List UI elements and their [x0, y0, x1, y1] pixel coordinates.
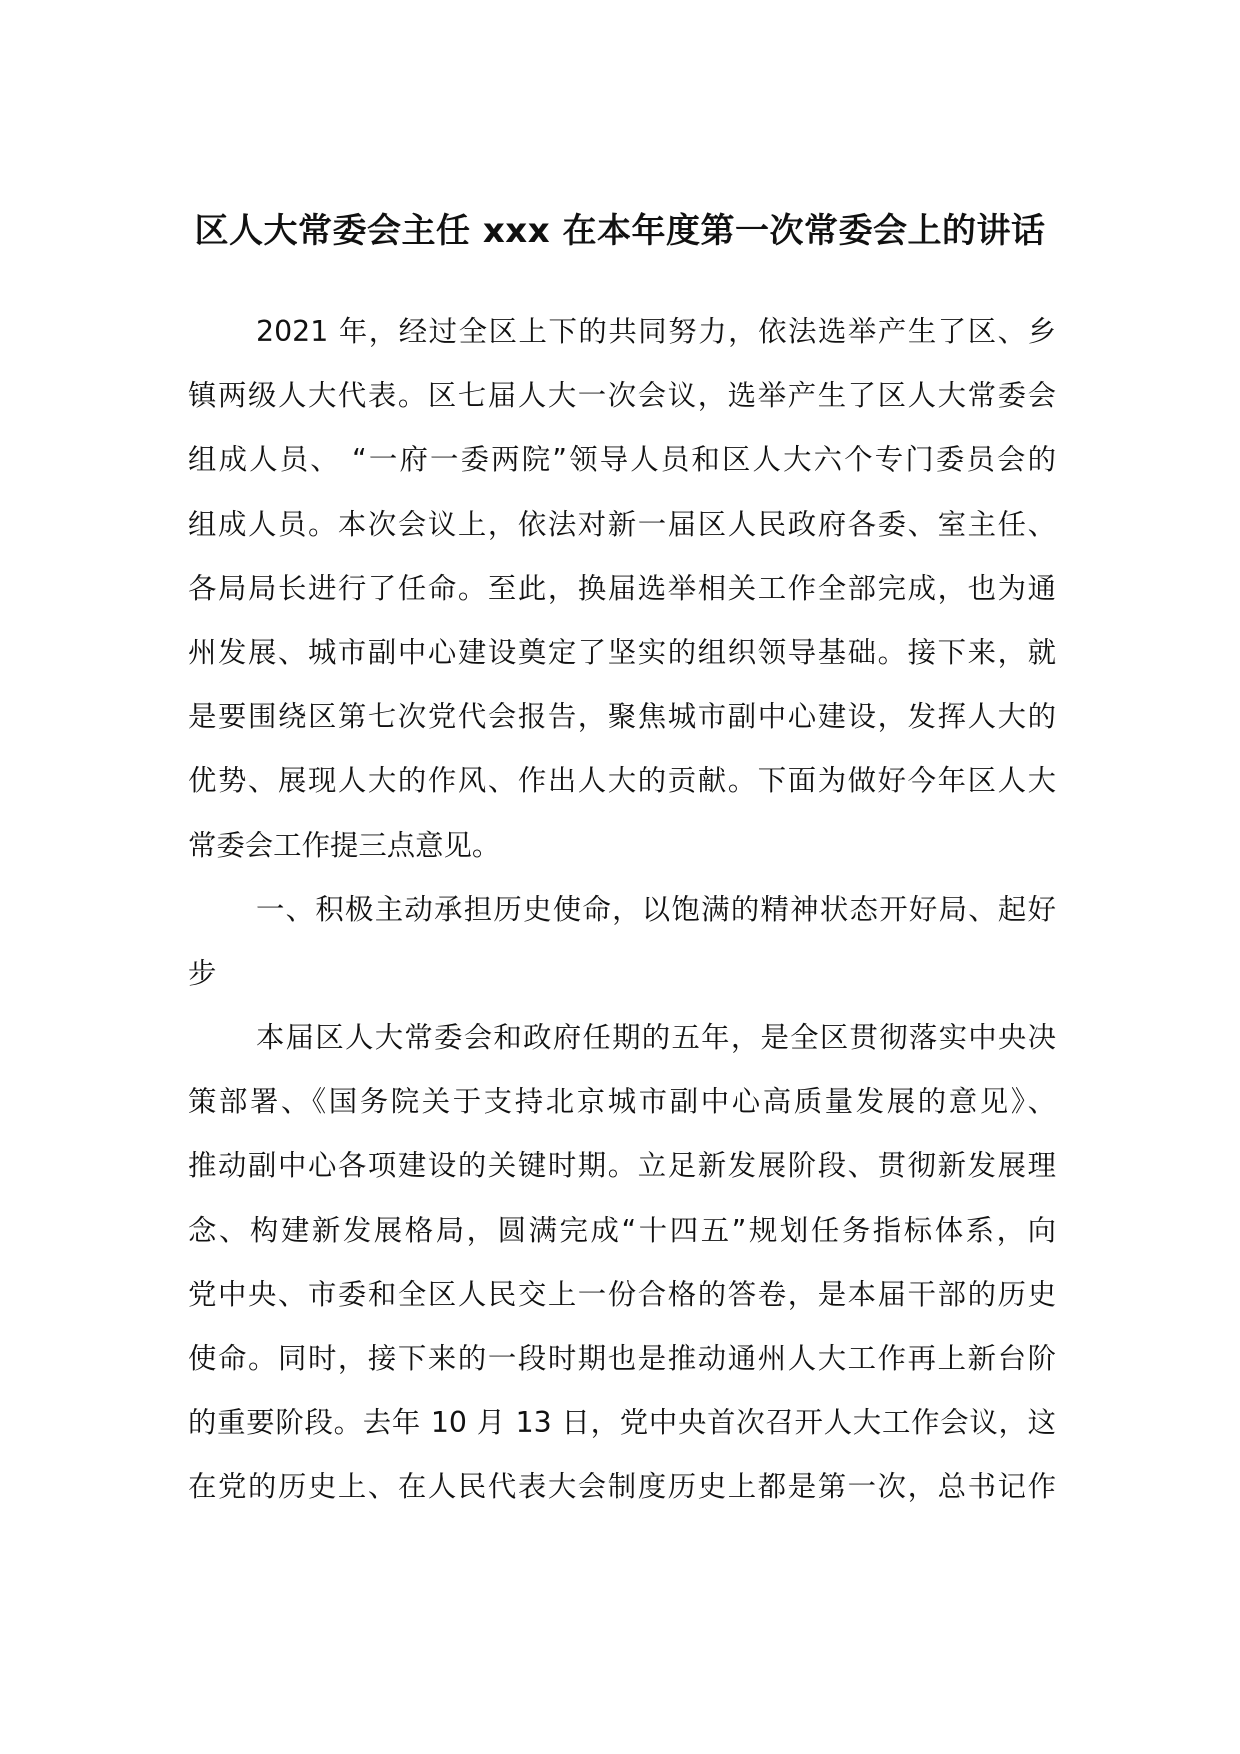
body-line: 的重要阶段。去年 10 月 13 日，党中央首次召开人大工作会议，这	[188, 1406, 1056, 1440]
body-line: 镇两级人大代表。区七届人大一次会议，选举产生了区人大常委会	[188, 379, 1056, 413]
document-title: 区人大常委会主任 xxx 在本年度第一次常委会上的讲话	[194, 211, 1046, 251]
section-heading-line: 步	[188, 956, 217, 990]
body-line: 念、构建新发展格局，圆满完成“十四五”规划任务指标体系，向	[188, 1213, 1056, 1247]
body-line: 2021 年，经过全区上下的共同努力，依法选举产生了区、乡	[256, 315, 1056, 348]
body-line: 优势、展现人大的作风、作出人大的贡献。下面为做好今年区人大	[188, 764, 1056, 798]
body-line: 常委会工作提三点意见。	[188, 828, 501, 862]
body-line: 在党的历史上、在人民代表大会制度历史上都是第一次，总书记作	[188, 1470, 1056, 1504]
body-line: 推动副中心各项建设的关键时期。立足新发展阶段、贯彻新发展理	[188, 1149, 1056, 1183]
section-heading-line: 一、积极主动承担历史使命，以饱满的精神状态开好局、起好	[256, 892, 1056, 926]
body-line: 州发展、城市副中心建设奠定了坚实的组织领导基础。接下来，就	[188, 635, 1056, 669]
body-line: 本届区人大常委会和政府任期的五年，是全区贯彻落实中央决	[256, 1021, 1056, 1055]
body-line: 是要围绕区第七次党代会报告，聚焦城市副中心建设，发挥人大的	[188, 700, 1056, 734]
body-line: 策部署、《国务院关于支持北京城市副中心高质量发展的意见》、	[188, 1085, 1056, 1119]
body-line: 组成人员、 “一府一委两院”领导人员和区人大六个专门委员会的	[188, 443, 1056, 477]
body-line: 组成人员。本次会议上，依法对新一届区人民政府各委、室主任、	[188, 507, 1056, 541]
body-line: 使命。同时，接下来的一段时期也是推动通州人大工作再上新台阶	[188, 1342, 1056, 1375]
body-line: 各局局长进行了任命。至此，换届选举相关工作全部完成，也为通	[188, 571, 1056, 605]
document-body	[188, 300, 1056, 1520]
body-line: 党中央、市委和全区人民交上一份合格的答卷，是本届干部的历史	[188, 1277, 1056, 1311]
